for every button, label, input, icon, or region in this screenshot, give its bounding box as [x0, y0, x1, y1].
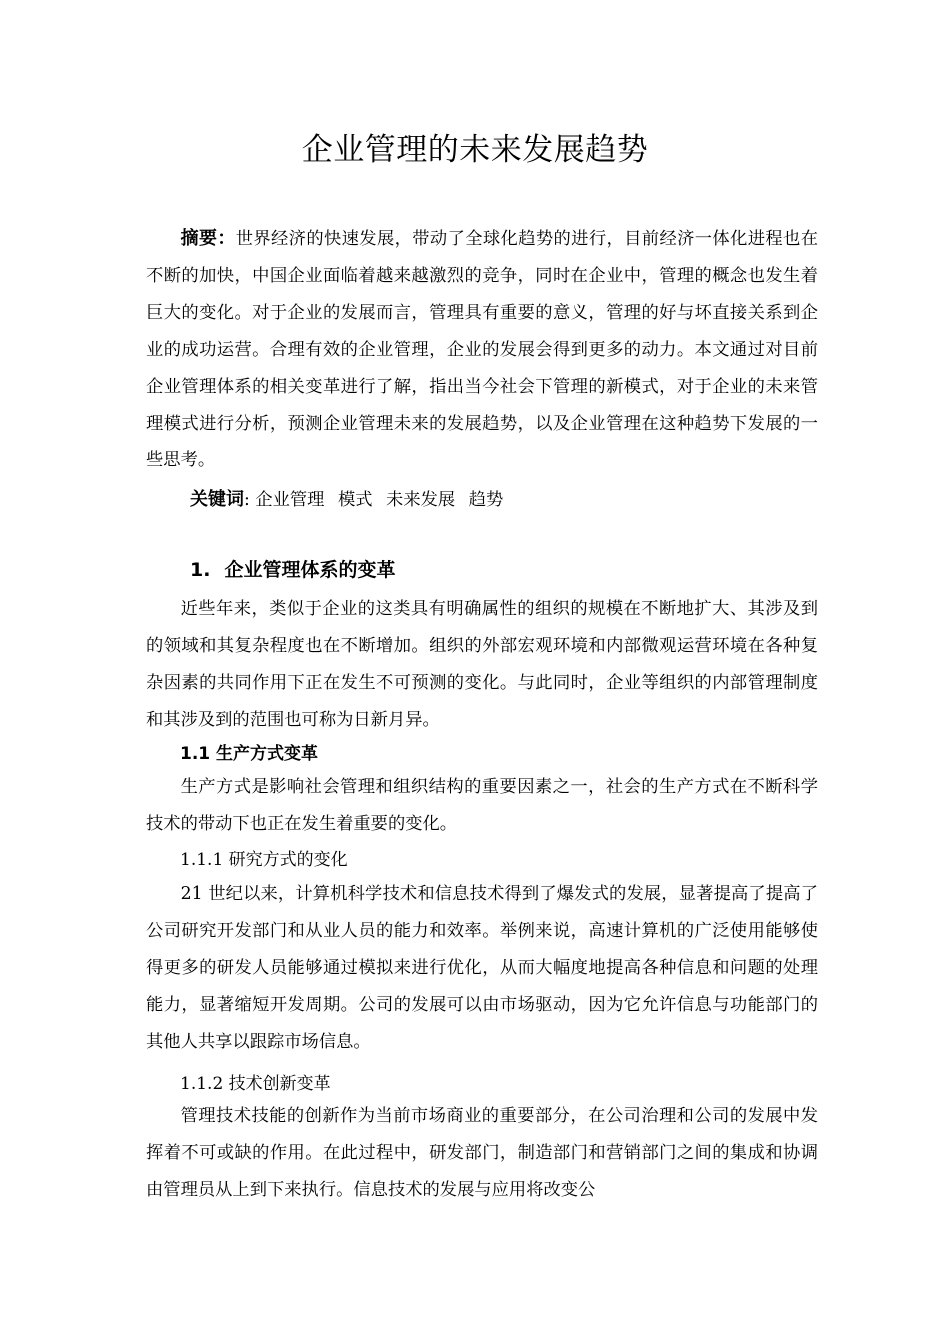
keywords-label: 关键词: [190, 489, 244, 510]
keywords-line: [190, 482, 511, 518]
keywords-separator: :: [244, 490, 250, 510]
page-title: 企业管理的未来发展趋势: [301, 132, 649, 168]
section-1-1-2-paragraph: 管理技术技能的创新作为当前市场商业的重要部分，在公司治理和公司的发展中发挥着不可或缺的作用。在此过程中，研发部门，制造部门和营销部门之间的集成和协调由管理员从上到下来执行。信息技术的发展与应用将改变公: [146, 1106, 818, 1200]
abstract-label: 摘要：: [180, 228, 236, 249]
section-1-title: 企业管理体系的变革: [224, 559, 396, 581]
abstract-paragraph: [146, 221, 818, 479]
keyword-item: 未来发展: [386, 490, 456, 510]
section-1-1-heading: 1.1 生产方式变革: [180, 744, 319, 764]
section-1-heading: [190, 552, 395, 588]
keyword-item: 企业管理: [255, 490, 325, 510]
section-1-paragraph: 近些年来，类似于企业的这类具有明确属性的组织的规模在不断地扩大、其涉及到的领域和其复杂程度也在不断增加。组织的外部宏观环境和内部微观运营环境在各种复杂因素的共同作用下正在发生不可预测的变化。与此同时，企业等组织的内部管理制度和其涉及到的范围也可称为日新月异。: [146, 599, 818, 730]
keyword-item: 趋势: [468, 490, 504, 510]
section-1-1-1-heading: 1.1.1 研究方式的变化: [180, 850, 348, 870]
keyword-item: 模式: [337, 490, 373, 510]
section-1-number: 1.: [190, 559, 211, 581]
section-1-1-1-paragraph: 21 世纪以来，计算机科学技术和信息技术得到了爆发式的发展，显著提高了提高了公司研究开发部门和从业人员的能力和效率。举例来说，高速计算机的广泛使用能够使得更多的研发人员能够通过模拟来进行优化，从而大幅度地提高各种信息和问题的处理能力，显著缩短开发周期。公司的发展可以由市场驱动，因为它允许信息与功能部门的其他人共享以跟踪市场信息。: [146, 884, 818, 1052]
abstract-text: 世界经济的快速发展，带动了全球化趋势的进行，目前经济一体化进程也在不断的加快，中国企业面临着越来越激烈的竞争，同时在企业中，管理的概念也发生着巨大的变化。对于企业的发展而言，管理具有重要的意义，管理的好与坏直接关系到企业的成功运营。合理有效的企业管理，企业的发展会得到更多的动力。本文通过对目前企业管理体系的相关变革进行了解，指出当今社会下管理的新模式，对于企业的未来管理模式进行分析，预测企业管理未来的发展趋势，以及企业管理在这种趋势下发展的一些思考。: [146, 229, 818, 471]
section-1-1-paragraph: 生产方式是影响社会管理和组织结构的重要因素之一，社会的生产方式在不断科学技术的带动下也正在发生着重要的变化。: [146, 777, 818, 834]
section-1-1-2-heading: 1.1.2 技术创新变革: [180, 1074, 331, 1094]
